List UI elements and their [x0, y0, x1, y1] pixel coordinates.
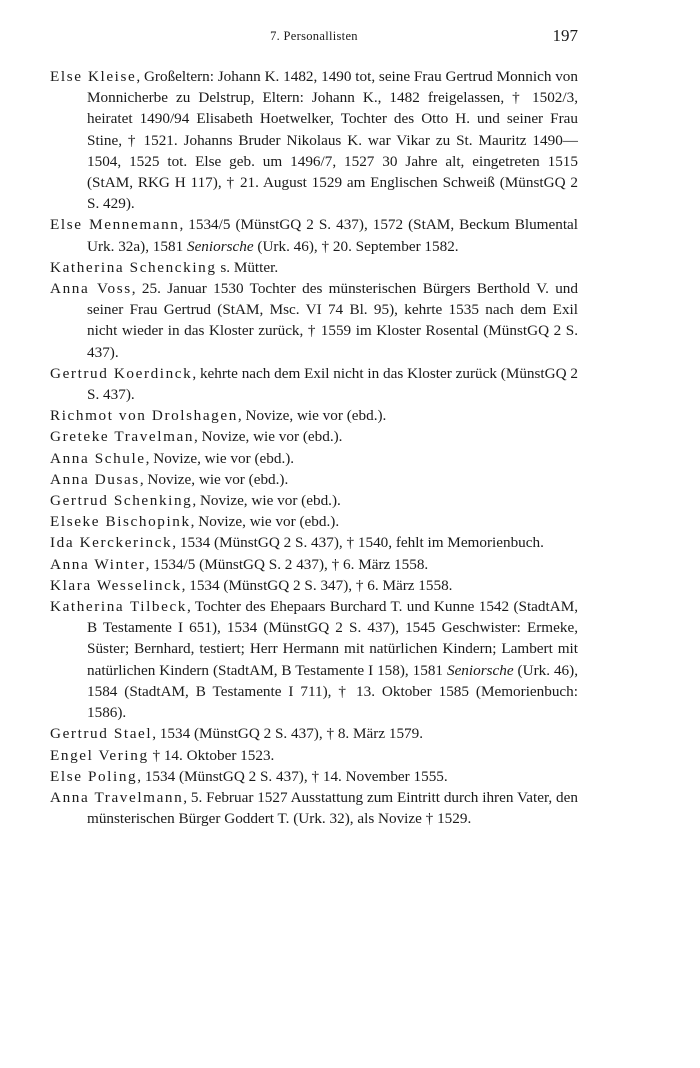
- entry-text: , 1534 (MünstGQ 2 S. 437), † 8. März 1579.: [152, 725, 424, 743]
- page-header: [50, 26, 578, 46]
- running-title: 7. Personallisten: [270, 29, 358, 43]
- entry-text: (Urk. 46), † 20. September 1582.: [253, 237, 459, 255]
- person-name: Else Kleise: [50, 68, 137, 85]
- person-name: Anna Travelmann: [50, 788, 184, 806]
- list-item: [50, 511, 578, 532]
- person-name: Katherina Schencking: [50, 258, 217, 276]
- person-name: Engel Vering: [50, 746, 149, 764]
- entry-text: , 1534 (MünstGQ 2 S. 437), † 1540, fehlt im Memorienbuch.: [172, 534, 544, 552]
- list-item: [50, 745, 578, 766]
- person-name: Richmot von Drolshagen: [50, 407, 238, 425]
- entry-text: , Novize, wie vor (ebd.).: [190, 513, 340, 531]
- entry-text: , Tochter des Ehepaars Burchard T. und Kunne 1542 (StadtAM, B Testamente I 651), 1534 (MünstGQ 2 S. 437), 1545 Geschwister: Ermeke, Süster; Bernhard, testiert; Herr Hermann mit natürlichen Kindern; Lambert mit natürlichen Kindern (StadtAM, B Testamente I 158), 1581: [87, 598, 578, 679]
- list-item: [50, 278, 578, 363]
- list-item: [50, 448, 578, 469]
- list-item: [50, 426, 578, 447]
- entry-text: , Novize, wie vor (ebd.).: [145, 449, 295, 467]
- list-item: [50, 490, 578, 511]
- list-item: [50, 405, 578, 426]
- page-number: 197: [552, 26, 578, 45]
- entry-text: , kehrte nach dem Exil nicht in das Kloster zurück (MünstGQ 2 S. 437).: [87, 364, 578, 404]
- list-item: [50, 257, 578, 278]
- list-item: [50, 723, 578, 744]
- list-item: [50, 575, 578, 596]
- entry-text: , Novize, wie vor (ebd.).: [139, 470, 289, 488]
- entry-text: , 1534 (MünstGQ 2 S. 437), † 14. November 1555.: [137, 767, 448, 785]
- list-item: [50, 469, 578, 490]
- entry-text: , 1534/5 (MünstGQ S. 2 437), † 6. März 1558.: [145, 555, 429, 573]
- list-item: [50, 363, 578, 405]
- personnel-list: [50, 66, 578, 829]
- person-name: Gertrud Stael: [50, 725, 153, 743]
- list-item: [50, 766, 578, 787]
- list-item: [50, 787, 578, 829]
- entry-text: , Großeltern: Johann K. 1482, 1490 tot, seine Frau Gertrud Monnich von Monnicherbe zu Delstrup, Eltern: Johann K., 1482 freigelassen, † 1502/3, heiratet 1490/94 Elisabeth Hoetwelker, Tochter des Otto H. und seiner Frau Stine, † 1521. Johanns Bruder Nikolaus K. war Vikar zu St. Mauritz 1490—1504, 1525 tot. Else geb. um 1496/7, 1527 30 Jahre alt, eingetreten 1515 (StAM, RKG H 117), † 21. August 1529 am Englischen Schweiß (MünstGQ 2 S. 429).: [87, 68, 578, 213]
- list-item: [50, 66, 578, 214]
- entry-text: , 5. Februar 1527 Ausstattung zum Eintritt durch ihren Vater, den münsterischen Bürger Goddert T. (Urk. 32), als Novize † 1529.: [87, 788, 578, 828]
- person-name: Else Poling: [50, 767, 138, 785]
- list-item: [50, 214, 578, 256]
- list-item: [50, 532, 578, 553]
- person-name: Gertrud Schenking: [50, 492, 193, 510]
- entry-text: s. Mütter.: [216, 258, 279, 276]
- entry-text: , Novize, wie vor (ebd.).: [194, 428, 343, 446]
- person-name: Gertrud Koerdinck: [50, 364, 193, 382]
- entry-text: , 25. Januar 1530 Tochter des münsterischen Bürgers Berthold V. und seiner Frau Gertrud (StAM, Msc. VI 74 Bl. 95), kehrte 1535 nach dem Exil nicht wieder in das Kloster zurück, † 1559 im Kloster Rosental (MünstGQ 2 S. 437).: [87, 280, 578, 361]
- list-item: [50, 554, 578, 575]
- italic-term: Seniorsche: [186, 237, 254, 255]
- entry-text: , Novize, wie vor (ebd.).: [192, 492, 341, 510]
- person-name: Anna Voss: [50, 280, 132, 298]
- italic-term: Seniorsche: [446, 661, 514, 679]
- list-item: [50, 596, 578, 723]
- person-name: Anna Schule: [50, 449, 146, 467]
- entry-text: † 14. Oktober 1523.: [148, 746, 275, 764]
- person-name: Anna Dusas: [50, 470, 140, 488]
- person-name: Else Mennemann: [50, 216, 180, 234]
- person-name: Katherina Tilbeck: [50, 598, 187, 616]
- entry-text: , 1534/5 (MünstGQ 2 S. 437), 1572 (StAM, Beckum Blumental Urk. 32a), 1581: [87, 216, 578, 255]
- person-name: Ida Kerckerinck: [50, 534, 173, 552]
- person-name: Elseke Bischopink: [50, 513, 191, 531]
- person-name: Anna Winter: [50, 555, 146, 573]
- entry-text: , 1534 (MünstGQ 2 S. 347), † 6. März 1558.: [181, 576, 453, 594]
- entry-text: (Urk. 46), 1584 (StadtAM, B Testamente I 711), † 13. Oktober 1585 (Memorienbuch: 1586).: [87, 661, 578, 722]
- entry-text: , Novize, wie vor (ebd.).: [237, 407, 387, 425]
- person-name: Klara Wesselinck: [50, 576, 182, 594]
- person-name: Greteke Travelman: [50, 428, 195, 446]
